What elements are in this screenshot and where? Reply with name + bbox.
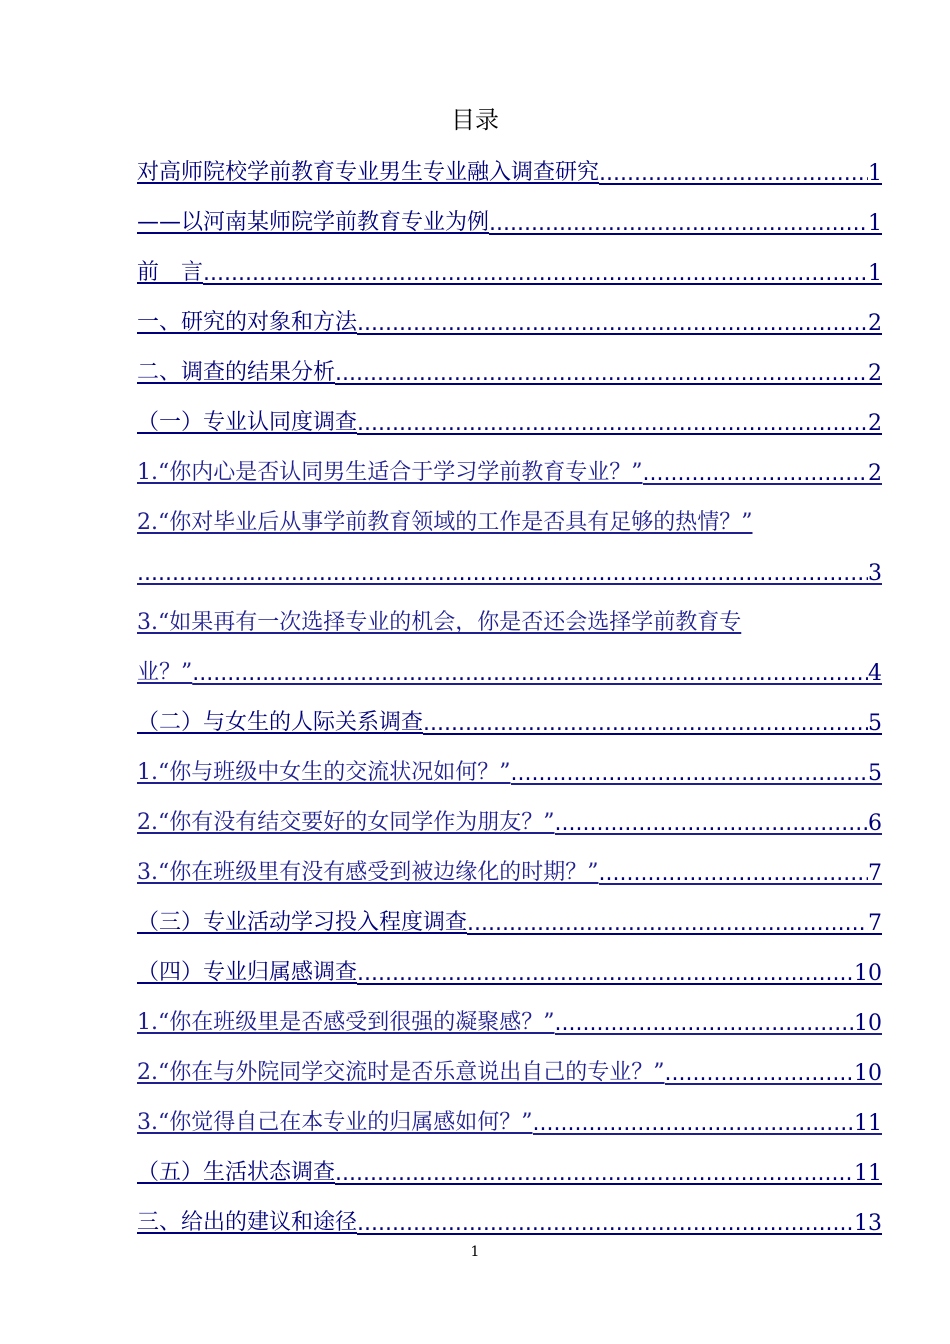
- toc-entry[interactable]: [137, 945, 882, 995]
- toc-entry-text: 3.“如果再有一次选择专业的机会，你是否还会选择学前教育专: [137, 610, 742, 635]
- toc-entry[interactable]: [137, 495, 882, 595]
- toc-page-number: 7: [868, 861, 882, 886]
- toc-entry-text: 2.“你在与外院同学交流时是否乐意说出自己的专业？”: [137, 1060, 665, 1085]
- toc-leader-dots: [357, 311, 868, 336]
- toc-entry-text: 三、给出的建议和途径: [137, 1210, 358, 1235]
- toc-page-number: 10: [854, 1061, 882, 1086]
- toc-leader-dots: [599, 161, 868, 186]
- toc-entry[interactable]: [137, 445, 882, 495]
- toc-leader-dots: [192, 661, 868, 686]
- toc-leader-dots: [423, 711, 868, 736]
- toc-leader-dots: [533, 1111, 855, 1136]
- toc-leader-dots: [665, 1061, 855, 1086]
- toc-leader-dots: [555, 811, 869, 836]
- toc-entry[interactable]: [137, 1195, 882, 1245]
- toc-page-number: 11: [854, 1111, 882, 1136]
- toc-page-number: 2: [868, 311, 882, 336]
- toc-page-number: 7: [868, 911, 882, 936]
- toc-entry-text: 一、研究的对象和方法: [137, 310, 358, 335]
- table-of-contents: [137, 145, 882, 1245]
- toc-leader-dots: [137, 561, 868, 586]
- toc-leader-dots: [555, 1011, 855, 1036]
- toc-leader-dots: [643, 461, 869, 486]
- toc-page-number: 2: [868, 411, 882, 436]
- toc-entry[interactable]: [137, 895, 882, 945]
- toc-entry-text: 2.“你对毕业后从事学前教育领域的工作是否具有足够的热情？”: [137, 510, 753, 535]
- toc-page-number: 5: [868, 761, 882, 786]
- toc-entry-text: （三）专业活动学习投入程度调查: [137, 910, 468, 935]
- toc-entry-text: ——以河南某师院学前教育专业为例: [137, 210, 490, 235]
- toc-entry[interactable]: [137, 995, 882, 1045]
- toc-entry[interactable]: [137, 845, 882, 895]
- toc-leader-dots: [357, 961, 854, 986]
- toc-page-number: 10: [854, 961, 882, 986]
- toc-entry-text: 3.“你在班级里有没有感受到被边缘化的时期？”: [137, 860, 599, 885]
- toc-leader-dots: [203, 261, 868, 286]
- toc-page-number: 10: [854, 1011, 882, 1036]
- toc-leader-dots: [357, 1211, 854, 1236]
- toc-leader-dots: [335, 1161, 854, 1186]
- toc-page-number: 1: [868, 161, 882, 186]
- toc-entry-text: （二）与女生的人际关系调查: [137, 710, 424, 735]
- toc-entry[interactable]: [137, 1145, 882, 1195]
- toc-entry-text: （四）专业归属感调查: [137, 960, 358, 985]
- toc-entry[interactable]: [137, 595, 882, 695]
- toc-entry[interactable]: [137, 245, 882, 295]
- toc-page-number: 1: [868, 211, 882, 236]
- toc-page-number: 6: [868, 811, 882, 836]
- toc-entry[interactable]: [137, 1095, 882, 1145]
- toc-entry-text: 1.“你在班级里是否感受到很强的凝聚感？”: [137, 1010, 555, 1035]
- toc-entry-text: 1.“你与班级中女生的交流状况如何？”: [137, 760, 511, 785]
- toc-entry-text: 2.“你有没有结交要好的女同学作为朋友？”: [137, 810, 555, 835]
- toc-page-number: 5: [868, 711, 882, 736]
- footer-page-number: 1: [470, 1244, 480, 1260]
- toc-leader-dots: [489, 211, 868, 236]
- toc-entry[interactable]: [137, 195, 882, 245]
- toc-entry-text-continued: 业？”: [137, 660, 193, 685]
- toc-leader-dots: [357, 411, 868, 436]
- toc-entry-text: （五）生活状态调查: [137, 1160, 336, 1185]
- toc-entry-text: （一）专业认同度调查: [137, 410, 358, 435]
- toc-entry-text: 3.“你觉得自己在本专业的归属感如何？”: [137, 1110, 533, 1135]
- toc-entry-text: 对高师院校学前教育专业男生专业融入调查研究: [137, 160, 600, 185]
- toc-leader-dots: [599, 861, 869, 886]
- toc-leader-dots: [467, 911, 868, 936]
- toc-leader-dots: [335, 361, 868, 386]
- toc-entry[interactable]: [137, 745, 882, 795]
- toc-entry[interactable]: [137, 145, 882, 195]
- toc-page-number: 2: [868, 361, 882, 386]
- toc-page-number: 4: [868, 661, 882, 686]
- toc-page-number: 13: [854, 1211, 882, 1236]
- toc-entry-text: 二、调查的结果分析: [137, 360, 336, 385]
- toc-entry[interactable]: [137, 295, 882, 345]
- toc-title: 目录: [451, 106, 499, 134]
- toc-entry[interactable]: [137, 1045, 882, 1095]
- toc-page-number: 3: [868, 561, 882, 586]
- toc-page-number: 1: [868, 261, 882, 286]
- toc-entry[interactable]: [137, 695, 882, 745]
- toc-entry[interactable]: [137, 395, 882, 445]
- toc-entry[interactable]: [137, 345, 882, 395]
- toc-page-number: 11: [854, 1161, 882, 1186]
- toc-page-number: 2: [868, 461, 882, 486]
- toc-entry-text: 前 言: [137, 260, 204, 285]
- toc-entry-text: 1.“你内心是否认同男生适合于学习学前教育专业？”: [137, 460, 643, 485]
- toc-leader-dots: [511, 761, 869, 786]
- toc-entry[interactable]: [137, 795, 882, 845]
